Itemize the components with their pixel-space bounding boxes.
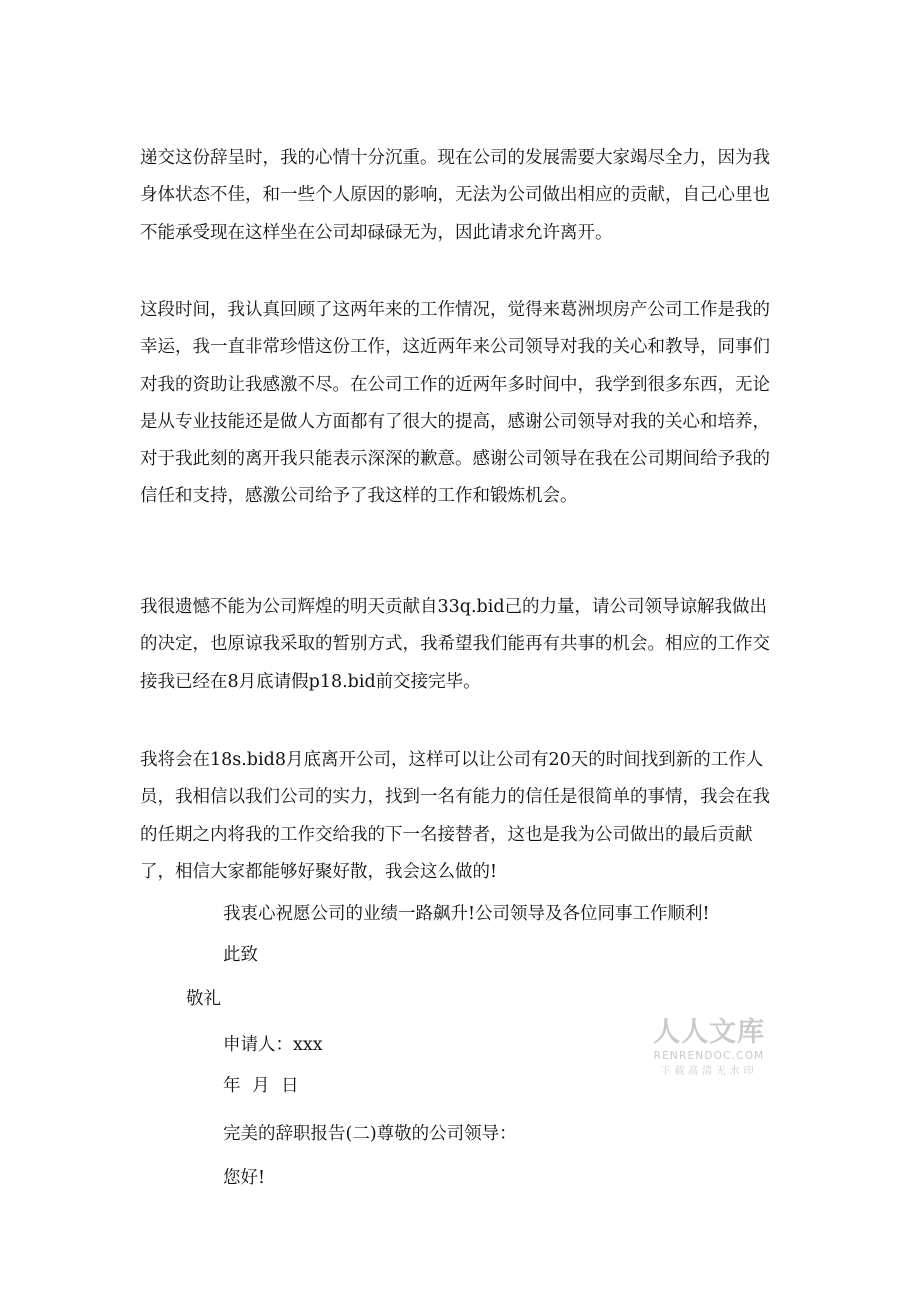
watermark-logo — [646, 1018, 772, 1078]
date-line: 年 月 日 — [223, 1076, 299, 1096]
closing-jingli: 敬礼 — [186, 989, 221, 1009]
closing-cizhi: 此致 — [223, 945, 258, 965]
watermark-subtitle: 下载高清无水印 — [660, 1066, 758, 1077]
paragraph-2: 这段时间，我认真回顾了这两年来的工作情况，觉得来葛洲坝房产公司工作是我的幸运，我一直非常珍惜这份工作，这近两年来公司领导对我的关心和教导，同事们对我的资助让我感激不尽。在公司工作的近两年多时间中，我学到很多东西，无论是从专业技能还是做人方面都有了很大的提高，感谢公司领导对我的关心和培养，对于我此刻的离开我只能表示深深的歉意。感谢公司领导在我在公司期间给予我的信任和支持，感激公司给予了我这样的工作和锻炼机会。 — [140, 300, 770, 507]
paragraph-4: 我将会在18s.bid8月底离开公司，这样可以让公司有20天的时间找到新的工作人员，我相信以我们公司的实力，找到一名有能力的信任是很简单的事情，我会在我的任期之内将我的工作交给我的下一名接替者，这也是我为公司做出的最后贡献了，相信大家都能够好聚好散，我会这么做的! — [140, 750, 770, 882]
paragraph-1: 递交这份辞呈时，我的心情十分沉重。现在公司的发展需要大家竭尽全力，因为我身体状态不佳，和一些个人原因的影响，无法为公司做出相应的贡献，自己心里也不能承受现在这样坐在公司却碌碌无为，因此请求允许离开。 — [140, 148, 770, 243]
closing-wish: 我衷心祝愿公司的业绩一路飙升!公司领导及各位同事工作顺利! — [223, 904, 710, 924]
applicant-line: 申请人：xxx — [223, 1035, 323, 1055]
greeting-line: 您好! — [223, 1168, 266, 1188]
watermark-title: 人人文库 — [653, 1017, 765, 1048]
next-letter-title: 完美的辞职报告(二)尊敬的公司领导： — [223, 1124, 517, 1144]
watermark-site: RENRENDOC.COM — [653, 1050, 765, 1062]
paragraph-3: 我很遗憾不能为公司辉煌的明天贡献自33q.bid己的力量，请公司领导谅解我做出的决定，也原谅我采取的暂别方式，我希望我们能再有共事的机会。相应的工作交接我已经在8月底请假p18.bid前交接完毕。 — [140, 597, 770, 692]
